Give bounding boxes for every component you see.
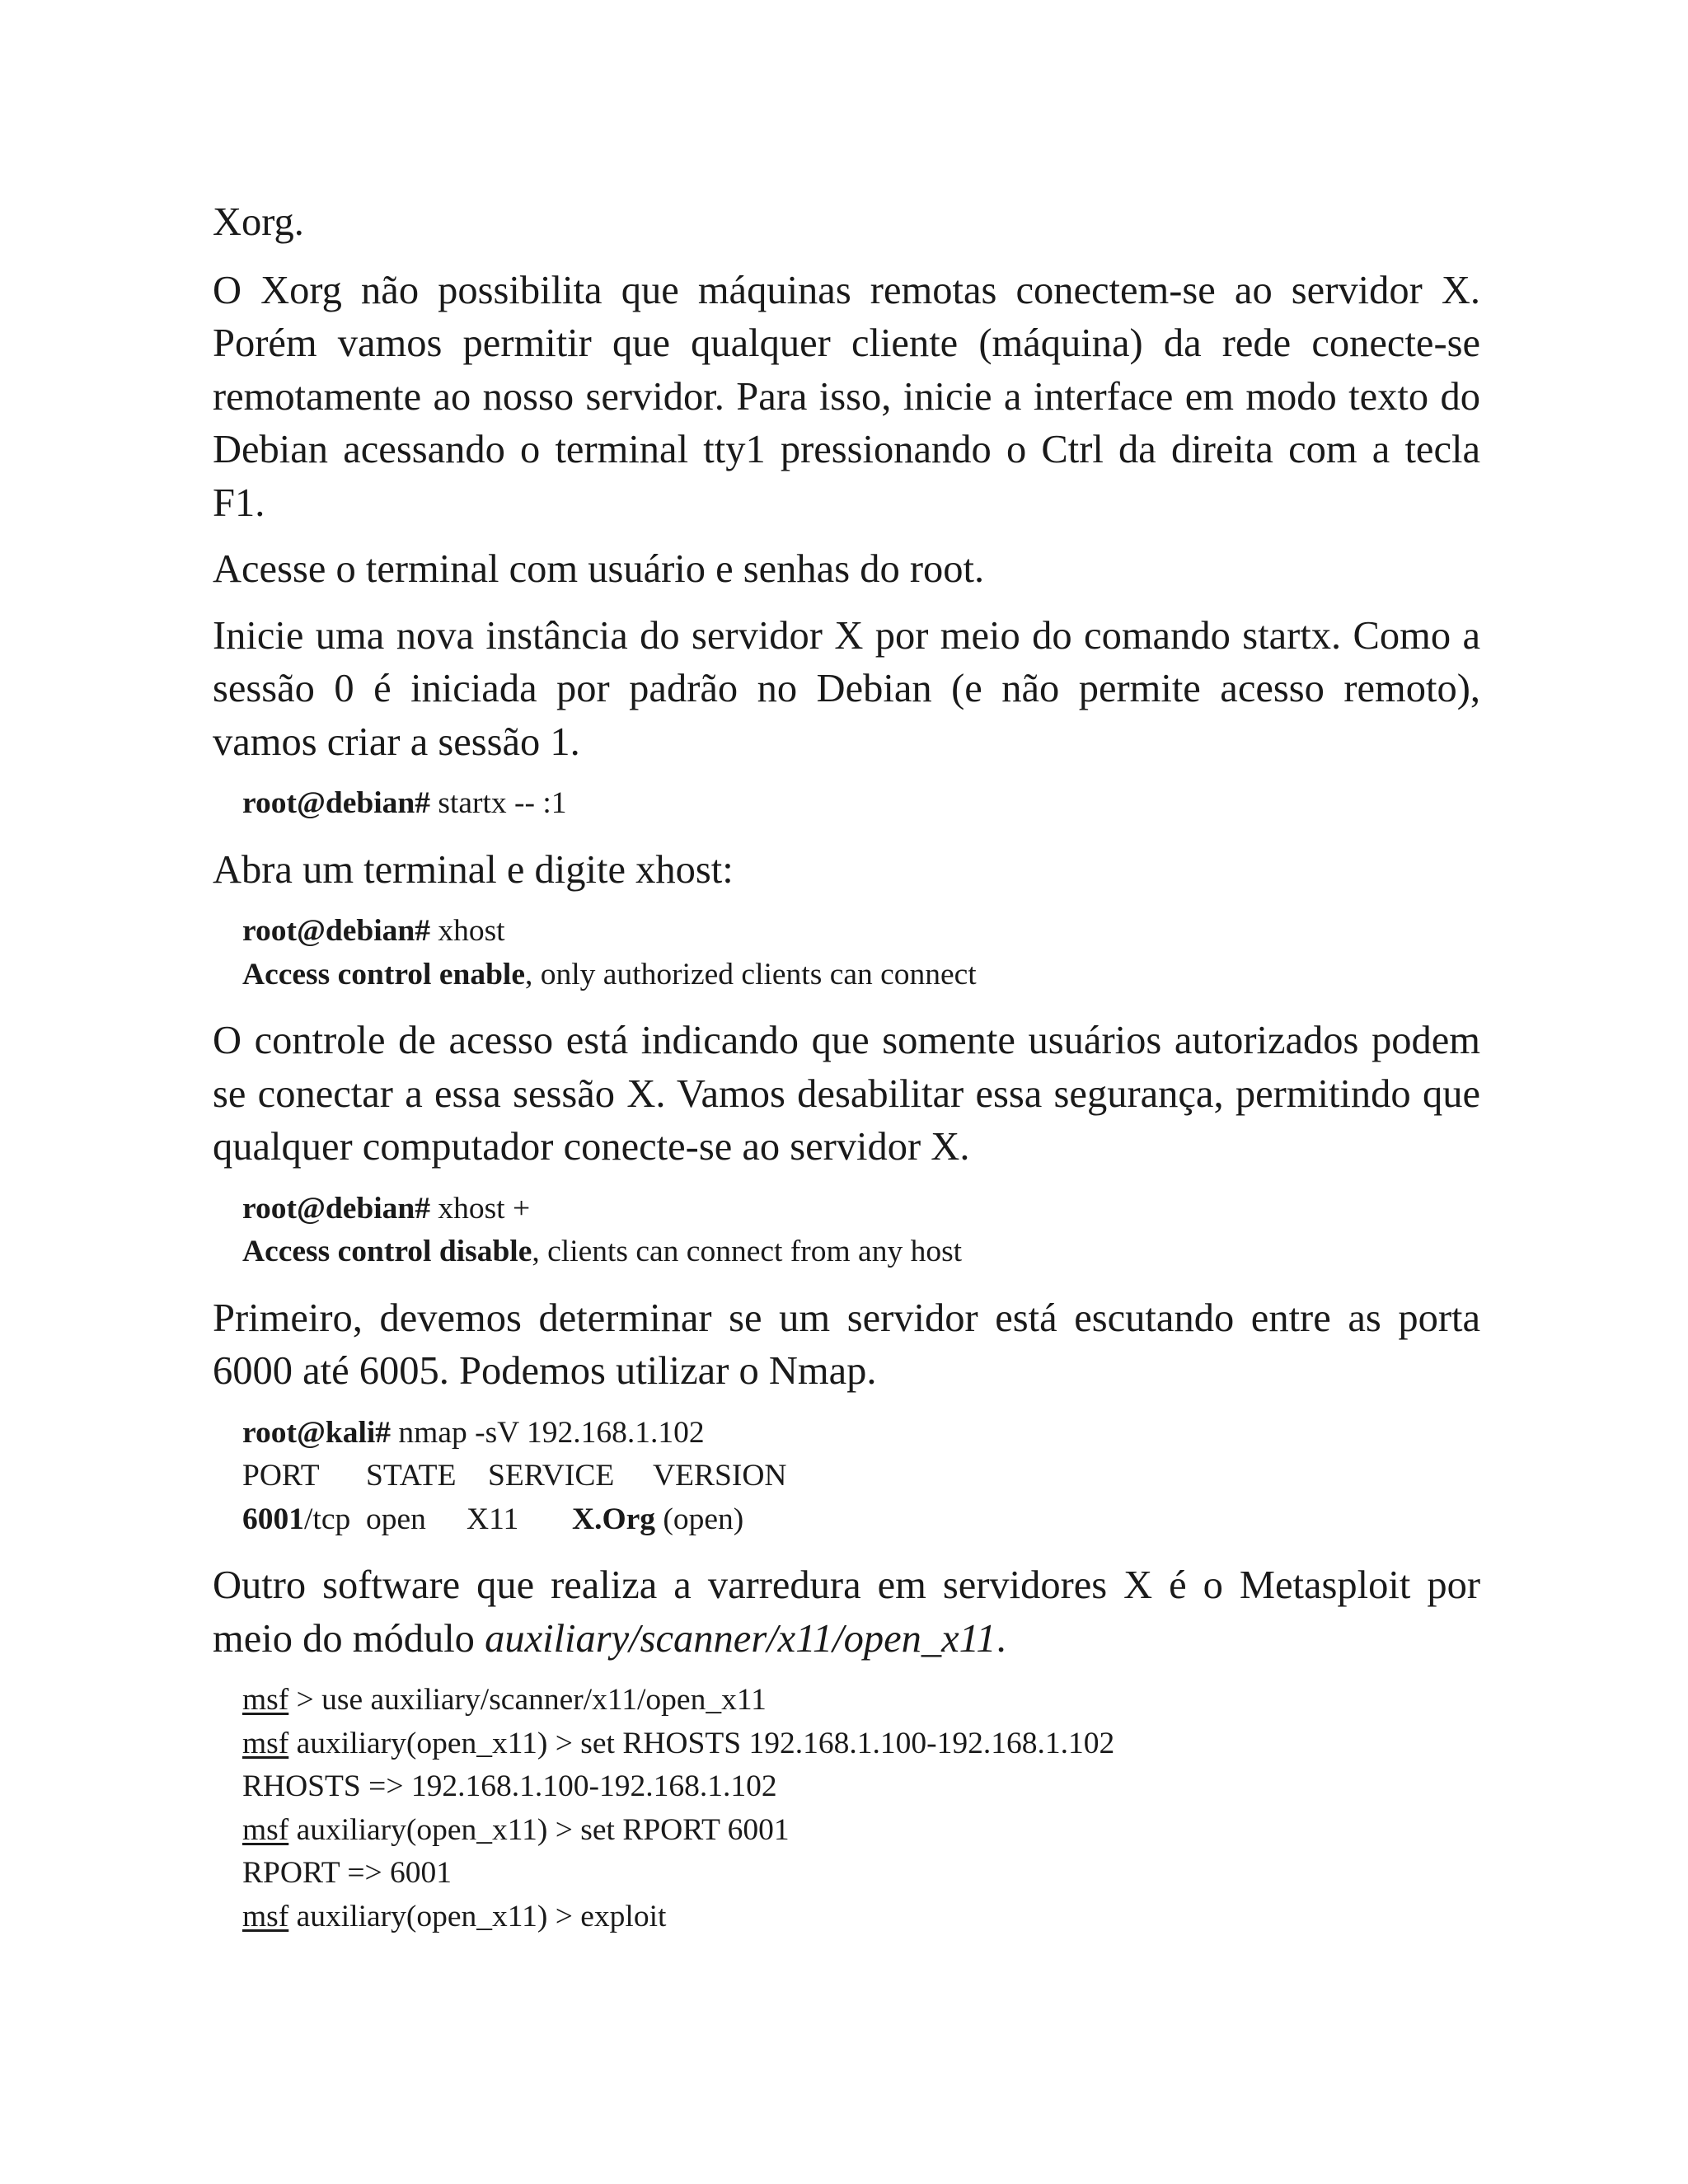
msf-prompt: msf xyxy=(242,1899,289,1933)
code-block-nmap xyxy=(242,1412,1480,1542)
nmap-version xyxy=(572,1498,743,1542)
nmap-header-version: VERSION xyxy=(653,1459,787,1493)
code-line xyxy=(242,910,1480,954)
code-line xyxy=(242,954,1480,997)
nmap-header-row xyxy=(242,1455,1480,1498)
paragraph-startx: Inicie uma nova instância do servidor X por meio do comando startx. Como a sessão 0 é iniciada por padrão no Debian (e não permite acesso remoto), vamos criar a sessão 1. xyxy=(213,613,1480,764)
document-page xyxy=(213,196,1480,1957)
code-block-msf xyxy=(242,1679,1480,1938)
nmap-result-row xyxy=(242,1498,1480,1542)
shell-prompt: root@debian# xyxy=(242,786,430,820)
code-line xyxy=(242,1765,1480,1809)
code-line xyxy=(242,1852,1480,1896)
msf-prompt: msf xyxy=(242,1726,289,1760)
code-block-xhost-plus xyxy=(242,1188,1480,1274)
output-bold: Access control enable xyxy=(242,957,525,991)
code-block-xhost xyxy=(242,910,1480,996)
msf-prompt: msf xyxy=(242,1812,289,1847)
output-text: , clients can connect from any host xyxy=(532,1235,963,1268)
msf-prompt: msf xyxy=(242,1683,289,1717)
msf-command: > use auxiliary/scanner/x11/open_x11 xyxy=(288,1683,767,1717)
shell-prompt: root@debian# xyxy=(242,914,430,948)
paragraph-xorg-remote: O Xorg não possibilita que máquinas remotas conectem-se ao servidor X. Porém vamos permitir que qualquer cliente (máquina) da rede conecte-se remotamente ao nosso servidor. Para isso, inicie a interface em modo texto do Debian acessando o terminal tty1 pressionando o Ctrl da direita com a tecla F1. xyxy=(213,268,1480,525)
shell-prompt: root@debian# xyxy=(242,1191,430,1226)
nmap-port xyxy=(242,1498,366,1542)
shell-prompt: root@kali# xyxy=(242,1415,392,1450)
code-line xyxy=(242,1809,1480,1853)
msf-command: auxiliary(open_x11) > set RPORT 6001 xyxy=(288,1812,790,1847)
shell-command: startx -- :1 xyxy=(429,786,567,820)
shell-command: xhost xyxy=(429,914,505,948)
nmap-header-service: SERVICE xyxy=(488,1459,615,1493)
paragraph-access-terminal: Acesse o terminal com usuário e senhas do root. xyxy=(213,547,985,591)
code-line xyxy=(242,1722,1480,1766)
paragraph-metasploit xyxy=(213,1559,1480,1666)
nmap-header-port: PORT xyxy=(242,1459,320,1493)
msf-command: auxiliary(open_x11) > exploit xyxy=(288,1899,667,1933)
code-line xyxy=(242,1188,1480,1231)
msf-command: auxiliary(open_x11) > set RHOSTS 192.168.1.100-192.168.1.102 xyxy=(288,1726,1115,1760)
module-path: auxiliary/scanner/x11/open_x11 xyxy=(485,1616,996,1661)
shell-command: nmap -sV 192.168.1.102 xyxy=(391,1415,705,1450)
code-line xyxy=(242,1896,1480,1939)
code-line xyxy=(242,1412,1480,1455)
paragraph-text: . xyxy=(996,1616,1006,1661)
nmap-state: open xyxy=(366,1502,426,1536)
output-text: , only authorized clients can connect xyxy=(525,957,977,991)
code-line xyxy=(242,1679,1480,1722)
shell-command: xhost + xyxy=(429,1191,531,1226)
nmap-version-state: (open) xyxy=(655,1502,744,1536)
code-block-startx xyxy=(242,782,1480,826)
nmap-port-number: 6001 xyxy=(242,1502,304,1536)
paragraph-nmap: Primeiro, devemos determinar se um servidor está escutando entre as porta 6000 até 6005. Podemos utilizar o Nmap. xyxy=(213,1296,1480,1393)
nmap-service: X11 xyxy=(467,1502,519,1536)
nmap-header-state: STATE xyxy=(366,1459,457,1493)
paragraph-xhost: Abra um terminal e digite xhost: xyxy=(213,847,734,892)
paragraph-access-control: O controle de acesso está indicando que somente usuários autorizados podem se conectar a essa sessão X. Vamos desabilitar essa segurança, permitindo que qualquer computador conecte-se ao servidor X. xyxy=(213,1019,1480,1169)
paragraph-text: Outro software que realiza a varredura em servidores X é o Metasploit por meio do módulo xyxy=(213,1563,1480,1661)
nmap-version-name: X.Org xyxy=(572,1502,656,1536)
output-bold: Access control disable xyxy=(242,1235,532,1268)
code-line xyxy=(242,1230,1480,1274)
nmap-port-proto: /tcp xyxy=(304,1502,351,1536)
msf-output: RHOSTS => 192.168.1.100-192.168.1.102 xyxy=(242,1769,777,1803)
paragraph-xorg: Xorg. xyxy=(213,200,304,244)
code-line xyxy=(242,782,1480,826)
msf-output: RPORT => 6001 xyxy=(242,1856,452,1890)
